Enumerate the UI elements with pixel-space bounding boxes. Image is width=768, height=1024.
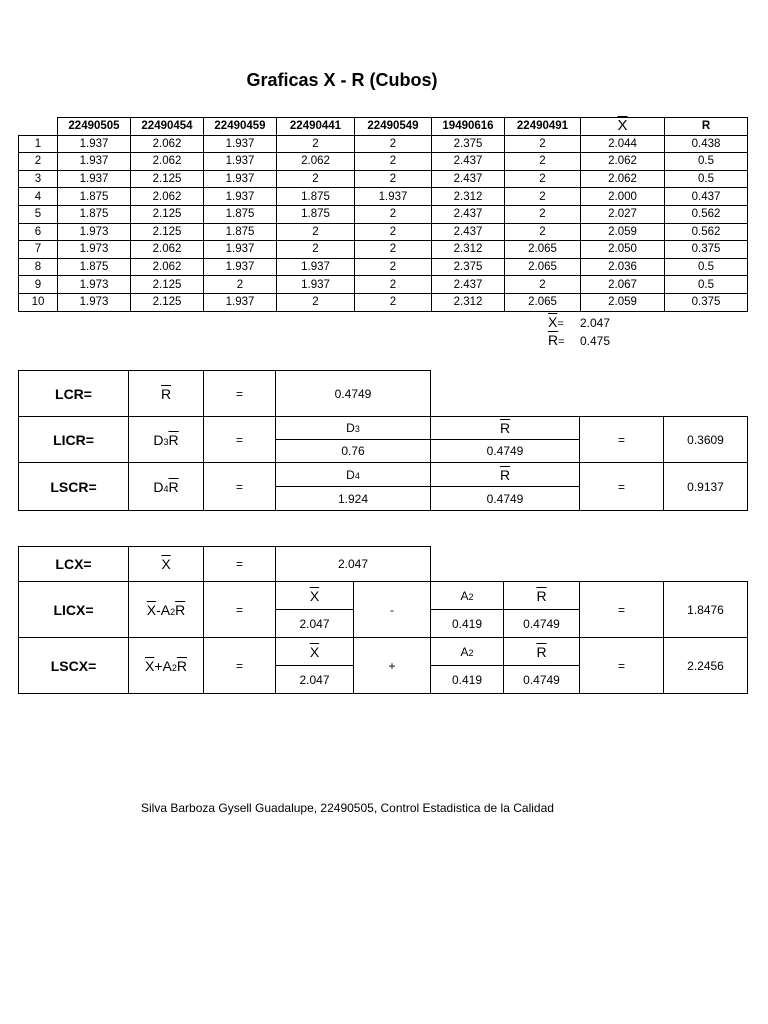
rbar-symbol: $\overline{R}$ bbox=[499, 466, 511, 483]
rbar-symbol: $\overline{R}$ bbox=[536, 587, 547, 604]
licr-equals-2: = bbox=[580, 417, 664, 463]
rbar-symbol: $\overline{R}$ bbox=[160, 385, 172, 402]
table-cell: 1.937 bbox=[204, 188, 277, 206]
table-cell: 2.044 bbox=[581, 135, 665, 153]
table-cell: 0.375 bbox=[665, 241, 748, 259]
table-cell: 2.000 bbox=[581, 188, 665, 206]
xbar-summary-label bbox=[548, 314, 580, 330]
a-subscript: 2 bbox=[170, 606, 176, 617]
x-chart-limits-table bbox=[18, 546, 748, 694]
rbar-symbol: $\overline{R}$ bbox=[176, 657, 187, 674]
licx-label: LICX= bbox=[19, 582, 129, 638]
a-symbol: A bbox=[460, 644, 469, 659]
data-table bbox=[18, 117, 748, 312]
licx-equals-2: = bbox=[580, 582, 664, 638]
table-cell: 2.312 bbox=[432, 293, 505, 311]
table-cell: 1.973 bbox=[58, 223, 131, 241]
page-title: Graficas X - R (Cubos) bbox=[246, 70, 438, 90]
table-cell: 2.065 bbox=[505, 293, 581, 311]
rbar-symbol: $\overline{R}$ bbox=[168, 431, 179, 448]
table-cell: 2 bbox=[204, 276, 277, 294]
lscx-symbol bbox=[129, 638, 204, 694]
table-cell: 1.937 bbox=[277, 276, 355, 294]
a-symbol: A bbox=[460, 588, 469, 603]
rbar-symbol: $\overline{R}$ bbox=[175, 601, 186, 618]
table-header-cell: 22490549 bbox=[355, 118, 432, 136]
table-cell: 2.036 bbox=[581, 258, 665, 276]
table-cell: 2 bbox=[277, 241, 355, 259]
table-cell: 2.125 bbox=[131, 223, 204, 241]
table-cell: 2.065 bbox=[505, 258, 581, 276]
lcx-label: LCX= bbox=[19, 547, 129, 582]
table-cell: 2.125 bbox=[131, 205, 204, 223]
table-cell: 1.937 bbox=[58, 135, 131, 153]
d-subscript: 4 bbox=[354, 470, 360, 481]
table-cell: 1.875 bbox=[204, 205, 277, 223]
lscr-const-name bbox=[276, 463, 431, 487]
table-cell: 1.937 bbox=[204, 258, 277, 276]
equals-sign: = bbox=[558, 336, 565, 348]
d-symbol: D bbox=[153, 431, 164, 448]
footer-text: Silva Barboza Gysell Guadalupe, 22490505, Control Estadistica de la Calidad bbox=[141, 801, 554, 815]
table-row bbox=[19, 293, 748, 311]
table-cell: 2.062 bbox=[131, 258, 204, 276]
table-cell: 2.437 bbox=[432, 153, 505, 171]
rbar-symbol: $\overline{R}$ bbox=[548, 332, 559, 348]
licx-xbar-symbol bbox=[276, 582, 354, 610]
table-cell: 0.5 bbox=[665, 258, 748, 276]
lscr-result: 0.9137 bbox=[664, 463, 748, 511]
table-row bbox=[19, 276, 748, 294]
lscx-rbar-symbol bbox=[504, 638, 580, 666]
xbar-symbol: $\overline{X}$ bbox=[309, 643, 320, 660]
table-header-cell: 22490454 bbox=[131, 118, 204, 136]
table-row bbox=[19, 135, 748, 153]
table-cell: 2.050 bbox=[581, 241, 665, 259]
licx-rbar-value: 0.4749 bbox=[504, 610, 580, 638]
table-header-cell: R bbox=[665, 118, 748, 136]
xbar-symbol: $\overline{X}$ bbox=[617, 117, 628, 135]
table-header-cell: 22490491 bbox=[505, 118, 581, 136]
licx-rbar-symbol bbox=[504, 582, 580, 610]
table-cell: 2 bbox=[355, 293, 432, 311]
table-cell: 2 bbox=[505, 153, 581, 171]
table-cell: 2.062 bbox=[131, 188, 204, 206]
xbar-symbol: $\overline{X}$ bbox=[146, 601, 157, 618]
table-cell: 2.059 bbox=[581, 223, 665, 241]
table-row bbox=[19, 188, 748, 206]
licr-const-value: 0.76 bbox=[276, 440, 431, 463]
table-cell: 2 bbox=[355, 170, 432, 188]
licx-symbol bbox=[129, 582, 204, 638]
lcr-symbol bbox=[129, 371, 204, 417]
table-cell: 2 bbox=[355, 153, 432, 171]
table-cell: 2.062 bbox=[581, 153, 665, 171]
table-cell: 2 bbox=[355, 205, 432, 223]
lscx-xbar-value: 2.047 bbox=[276, 666, 354, 694]
lscx-rbar-value: 0.4749 bbox=[504, 666, 580, 694]
rbar-summary bbox=[548, 332, 610, 348]
table-row bbox=[19, 223, 748, 241]
table-cell: 2 bbox=[277, 170, 355, 188]
row-index-cell: 1 bbox=[19, 135, 58, 153]
table-cell: 1.875 bbox=[277, 188, 355, 206]
table-cell: 1.937 bbox=[204, 153, 277, 171]
lscr-symbol bbox=[129, 463, 204, 511]
lscx-result: 2.2456 bbox=[664, 638, 748, 694]
lscx-label: LSCX= bbox=[19, 638, 129, 694]
table-header-cell: 22490441 bbox=[277, 118, 355, 136]
table-cell: 1.875 bbox=[58, 188, 131, 206]
table-cell: 2 bbox=[355, 135, 432, 153]
table-cell: 2 bbox=[355, 258, 432, 276]
table-cell: 2 bbox=[355, 223, 432, 241]
table-cell: 0.375 bbox=[665, 293, 748, 311]
table-cell: 2.027 bbox=[581, 205, 665, 223]
table-cell: 2.065 bbox=[505, 241, 581, 259]
lscr-equals: = bbox=[204, 463, 276, 511]
table-cell: 0.437 bbox=[665, 188, 748, 206]
table-cell: 2.312 bbox=[432, 188, 505, 206]
table-cell: 2 bbox=[505, 135, 581, 153]
table-cell: 0.5 bbox=[665, 170, 748, 188]
xbar-symbol: $\overline{X}$ bbox=[548, 314, 558, 330]
table-cell: 1.937 bbox=[204, 293, 277, 311]
lscx-equals: = bbox=[204, 638, 276, 694]
table-cell: 2.062 bbox=[131, 153, 204, 171]
table-cell: 2.062 bbox=[131, 135, 204, 153]
table-cell: 2.437 bbox=[432, 205, 505, 223]
xbar-symbol: $\overline{X}$ bbox=[145, 657, 155, 674]
d-symbol: D bbox=[153, 478, 164, 495]
lscx-a-name bbox=[431, 638, 504, 666]
table-cell: 1.875 bbox=[277, 205, 355, 223]
table-row bbox=[19, 258, 748, 276]
table-cell: 2 bbox=[277, 223, 355, 241]
licx-operator: - bbox=[354, 582, 431, 638]
table-cell: 1.937 bbox=[355, 188, 432, 206]
licr-equals: = bbox=[204, 417, 276, 463]
lscx-a-value: 0.419 bbox=[431, 666, 504, 694]
licr-row-top bbox=[19, 417, 748, 440]
rbar-symbol: $\overline{R}$ bbox=[499, 420, 511, 436]
row-index-cell: 10 bbox=[19, 293, 58, 311]
table-cell: 0.5 bbox=[665, 276, 748, 294]
plus-a-symbol: +A bbox=[154, 657, 172, 674]
table-cell: 2.125 bbox=[131, 170, 204, 188]
lscr-rbar-symbol bbox=[431, 463, 580, 487]
rbar-symbol: $\overline{R}$ bbox=[536, 643, 547, 660]
d-subscript: 4 bbox=[163, 483, 169, 494]
empty-cell bbox=[431, 371, 748, 417]
lcx-value: 2.047 bbox=[276, 547, 431, 582]
row-index-cell: 6 bbox=[19, 223, 58, 241]
minus-a-symbol: -A bbox=[156, 601, 171, 618]
lcx-symbol bbox=[129, 547, 204, 582]
lscx-equals-2: = bbox=[580, 638, 664, 694]
table-cell: 2 bbox=[505, 188, 581, 206]
table-cell: 1.937 bbox=[58, 153, 131, 171]
licr-rbar-value: 0.4749 bbox=[431, 440, 580, 463]
licx-a-value: 0.419 bbox=[431, 610, 504, 638]
table-cell: 2.125 bbox=[131, 276, 204, 294]
licx-result: 1.8476 bbox=[664, 582, 748, 638]
table-cell: 0.5 bbox=[665, 153, 748, 171]
licr-const-name bbox=[276, 417, 431, 440]
table-cell: 2 bbox=[277, 135, 355, 153]
rbar-summary-value: 0.475 bbox=[580, 334, 611, 348]
table-cell: 1.875 bbox=[204, 223, 277, 241]
table-cell: 2.375 bbox=[432, 135, 505, 153]
table-cell: 2.062 bbox=[277, 153, 355, 171]
table-cell: 2 bbox=[355, 241, 432, 259]
lcx-row bbox=[19, 547, 748, 582]
lscr-rbar-value: 0.4749 bbox=[431, 487, 580, 511]
xbar-symbol: $\overline{X}$ bbox=[161, 556, 171, 572]
lcx-equals: = bbox=[204, 547, 276, 582]
table-cell: 2.059 bbox=[581, 293, 665, 311]
lscx-operator: + bbox=[354, 638, 431, 694]
row-index-cell: 7 bbox=[19, 241, 58, 259]
table-cell: 2 bbox=[505, 223, 581, 241]
xbar-summary bbox=[548, 314, 610, 330]
table-cell: 2.312 bbox=[432, 241, 505, 259]
d-symbol: D bbox=[346, 421, 355, 435]
table-row bbox=[19, 153, 748, 171]
table-header-xbar bbox=[581, 118, 665, 136]
lscr-row-top bbox=[19, 463, 748, 487]
table-cell: 1.973 bbox=[58, 241, 131, 259]
lscx-row-top bbox=[19, 638, 748, 666]
table-header-cell: 22490505 bbox=[58, 118, 131, 136]
table-cell: 1.937 bbox=[204, 170, 277, 188]
table-cell: 2 bbox=[505, 170, 581, 188]
table-cell: 1.973 bbox=[58, 276, 131, 294]
xbar-symbol: $\overline{X}$ bbox=[309, 587, 320, 604]
d-symbol: D bbox=[346, 467, 355, 482]
licx-a-name bbox=[431, 582, 504, 610]
table-cell: 1.937 bbox=[277, 258, 355, 276]
table-cell: 2.062 bbox=[131, 241, 204, 259]
table-cell: 1.875 bbox=[58, 258, 131, 276]
table-row bbox=[19, 241, 748, 259]
a-subscript: 2 bbox=[468, 647, 474, 658]
rbar-summary-label bbox=[548, 332, 580, 348]
licx-equals: = bbox=[204, 582, 276, 638]
row-index-cell: 4 bbox=[19, 188, 58, 206]
table-header-cell: 22490459 bbox=[204, 118, 277, 136]
table-cell: 2.437 bbox=[432, 223, 505, 241]
lcr-equals: = bbox=[204, 371, 276, 417]
table-cell: 2 bbox=[505, 276, 581, 294]
table-cell: 0.562 bbox=[665, 205, 748, 223]
xbar-summary-value: 2.047 bbox=[580, 316, 611, 330]
table-header-cell: 19490616 bbox=[432, 118, 505, 136]
table-row bbox=[19, 205, 748, 223]
r-chart-limits-table bbox=[18, 370, 748, 511]
licx-row-top bbox=[19, 582, 748, 610]
lscr-const-value: 1.924 bbox=[276, 487, 431, 511]
a-subscript: 2 bbox=[171, 662, 177, 673]
d-subscript: 3 bbox=[354, 424, 360, 434]
lscr-equals-2: = bbox=[580, 463, 664, 511]
lcr-value: 0.4749 bbox=[276, 371, 431, 417]
table-cell: 2.437 bbox=[432, 276, 505, 294]
row-index-cell: 2 bbox=[19, 153, 58, 171]
equals-sign: = bbox=[557, 318, 564, 330]
table-cell: 2.062 bbox=[581, 170, 665, 188]
table-cell: 2.375 bbox=[432, 258, 505, 276]
table-cell: 2 bbox=[355, 276, 432, 294]
table-cell: 0.438 bbox=[665, 135, 748, 153]
lscr-label: LSCR= bbox=[19, 463, 129, 511]
lscx-xbar-symbol bbox=[276, 638, 354, 666]
row-index-cell: 5 bbox=[19, 205, 58, 223]
d-subscript: 3 bbox=[163, 436, 169, 447]
table-cell: 2.437 bbox=[432, 170, 505, 188]
a-subscript: 2 bbox=[468, 591, 474, 602]
table-cell: 2.067 bbox=[581, 276, 665, 294]
licr-label: LICR= bbox=[19, 417, 129, 463]
rbar-symbol: $\overline{R}$ bbox=[168, 478, 179, 495]
table-cell: 2 bbox=[505, 205, 581, 223]
licr-symbol bbox=[129, 417, 204, 463]
empty-cell bbox=[431, 547, 748, 582]
table-cell: 0.562 bbox=[665, 223, 748, 241]
row-index-cell: 9 bbox=[19, 276, 58, 294]
licr-rbar-symbol bbox=[431, 417, 580, 440]
table-header-blank bbox=[19, 118, 58, 136]
table-cell: 1.937 bbox=[204, 241, 277, 259]
table-cell: 1.875 bbox=[58, 205, 131, 223]
row-index-cell: 8 bbox=[19, 258, 58, 276]
table-cell: 2 bbox=[277, 293, 355, 311]
table-row bbox=[19, 170, 748, 188]
lcr-label: LCR= bbox=[19, 371, 129, 417]
table-cell: 1.973 bbox=[58, 293, 131, 311]
row-index-cell: 3 bbox=[19, 170, 58, 188]
licr-result: 0.3609 bbox=[664, 417, 748, 463]
table-cell: 1.937 bbox=[204, 135, 277, 153]
licx-xbar-value: 2.047 bbox=[276, 610, 354, 638]
table-header-row bbox=[19, 118, 748, 136]
lcr-row bbox=[19, 371, 748, 417]
table-cell: 1.937 bbox=[58, 170, 131, 188]
table-cell: 2.125 bbox=[131, 293, 204, 311]
